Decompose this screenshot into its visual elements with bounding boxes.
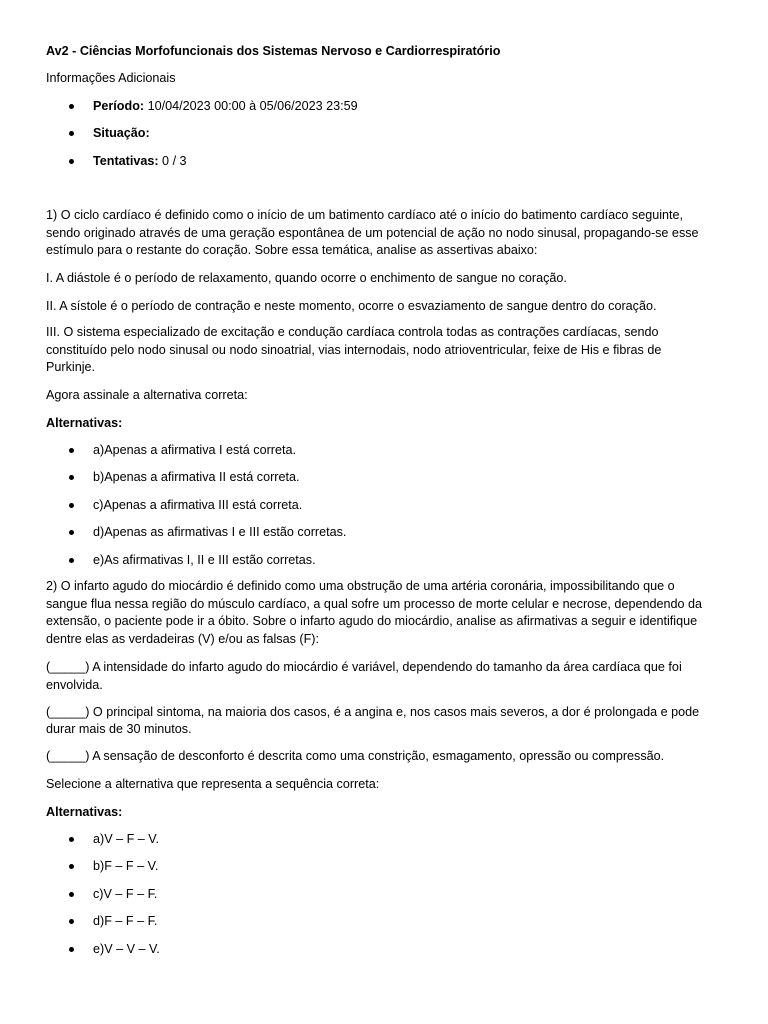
question-1-alternative-b[interactable]: b)Apenas a afirmativa II está correta. bbox=[93, 470, 300, 484]
info-item-period bbox=[93, 98, 358, 115]
question-2-alternative-a[interactable]: a)V – F – V. bbox=[93, 832, 160, 846]
info-value: 0 / 3 bbox=[158, 154, 187, 168]
question-2-statement-2: (_____) O principal sintoma, na maioria dos casos, é a angina e, nos casos mais severos, a dor é prolongada e pode bbox=[46, 705, 700, 719]
question-2-stem-line: sangue flua nessa região do músculo cardíaco, a qual sofre um processo de morte celular e necrose, dependendo da bbox=[46, 597, 702, 611]
question-2-alternative-b[interactable]: b)F – F – V. bbox=[93, 859, 159, 873]
question-1-stem-line: estímulo para o restante do coração. Sobre essa temática, analise as assertivas abaixo: bbox=[46, 243, 538, 257]
bullet-icon bbox=[69, 475, 74, 480]
bullet-icon bbox=[69, 159, 74, 164]
info-label: Período: bbox=[93, 99, 145, 113]
question-1-statement-3: Purkinje. bbox=[46, 360, 95, 374]
question-1-alternative-e[interactable]: e)As afirmativas I, II e III estão corretas. bbox=[93, 553, 316, 567]
bullet-icon bbox=[69, 558, 74, 563]
info-label: Tentativas: bbox=[93, 154, 159, 168]
question-2-stem-line: dentre elas as verdadeiras (V) e/ou as falsas (F): bbox=[46, 632, 319, 646]
bullet-icon bbox=[69, 104, 74, 109]
bullet-icon bbox=[69, 864, 74, 869]
bullet-icon bbox=[69, 919, 74, 924]
question-1-statement-1: I. A diástole é o período de relaxamento, quando ocorre o enchimento de sangue no coração. bbox=[46, 271, 567, 285]
question-2-alternative-d[interactable]: d)F – F – F. bbox=[93, 914, 158, 928]
bullet-icon bbox=[69, 131, 74, 136]
question-2-alternatives-label: Alternativas: bbox=[46, 805, 123, 819]
question-2-stem-line: extensão, o paciente pode ir a óbito. Sobre o infarto agudo do miocárdio, analise as afirmativas a seguir e identifique bbox=[46, 614, 698, 628]
question-1-alternative-a[interactable]: a)Apenas a afirmativa I está correta. bbox=[93, 443, 296, 457]
question-2-alternative-c[interactable]: c)V – F – F. bbox=[93, 887, 158, 901]
question-1-alternative-d[interactable]: d)Apenas as afirmativas I e III estão corretas. bbox=[93, 525, 347, 539]
bullet-icon bbox=[69, 530, 74, 535]
info-item-attempts bbox=[93, 153, 187, 170]
question-2-statement-1: (_____) A intensidade do infarto agudo do miocárdio é variável, dependendo do tamanho da área cardíaca que foi bbox=[46, 660, 682, 674]
question-2-statement-1: envolvida. bbox=[46, 678, 103, 692]
question-2-statement-2: durar mais de 30 minutos. bbox=[46, 722, 192, 736]
question-2-stem-line: 2) O infarto agudo do miocárdio é definido como uma obstrução de uma artéria coronária, impossibilitando que o bbox=[46, 579, 675, 593]
info-value: 10/04/2023 00:00 à 05/06/2023 23:59 bbox=[144, 99, 358, 113]
question-1-prompt: Agora assinale a alternativa correta: bbox=[46, 388, 248, 402]
question-2-prompt: Selecione a alternativa que representa a sequência correta: bbox=[46, 777, 380, 791]
question-1-statement-2: II. A sístole é o período de contração e neste momento, ocorre o esvaziamento de sangue dentro do coração. bbox=[46, 299, 657, 313]
bullet-icon bbox=[69, 947, 74, 952]
question-2-statement-3: (_____) A sensação de desconforto é descrita como uma constrição, esmagamento, opressão ou compressão. bbox=[46, 749, 665, 763]
page-title: Av2 - Ciências Morfofuncionais dos Sistemas Nervoso e Cardiorrespiratório bbox=[46, 44, 501, 58]
question-2-alternative-e[interactable]: e)V – V – V. bbox=[93, 942, 160, 956]
bullet-icon bbox=[69, 448, 74, 453]
info-heading: Informações Adicionais bbox=[46, 71, 176, 85]
bullet-icon bbox=[69, 503, 74, 508]
bullet-icon bbox=[69, 892, 74, 897]
question-1-stem-line: 1) O ciclo cardíaco é definido como o início de um batimento cardíaco até o início do batimento cardíaco seguinte, bbox=[46, 208, 684, 222]
question-1-statement-3: III. O sistema especializado de excitação e condução cardíaca controla todas as contrações cardíacas, sendo bbox=[46, 325, 659, 339]
info-item-status bbox=[93, 125, 150, 142]
question-1-alternative-c[interactable]: c)Apenas a afirmativa III está correta. bbox=[93, 498, 303, 512]
question-1-alternatives-label: Alternativas: bbox=[46, 416, 123, 430]
info-label: Situação: bbox=[93, 126, 150, 140]
bullet-icon bbox=[69, 837, 74, 842]
question-1-statement-3: constituído pelo nodo sinusal ou nodo sinoatrial, vias internodais, nodo atrioventricular, feixe de His e fibras de bbox=[46, 343, 662, 357]
question-1-stem-line: sendo originado através de uma geração espontânea de um potencial de ação no nodo sinusal, propagando-se esse bbox=[46, 226, 699, 240]
